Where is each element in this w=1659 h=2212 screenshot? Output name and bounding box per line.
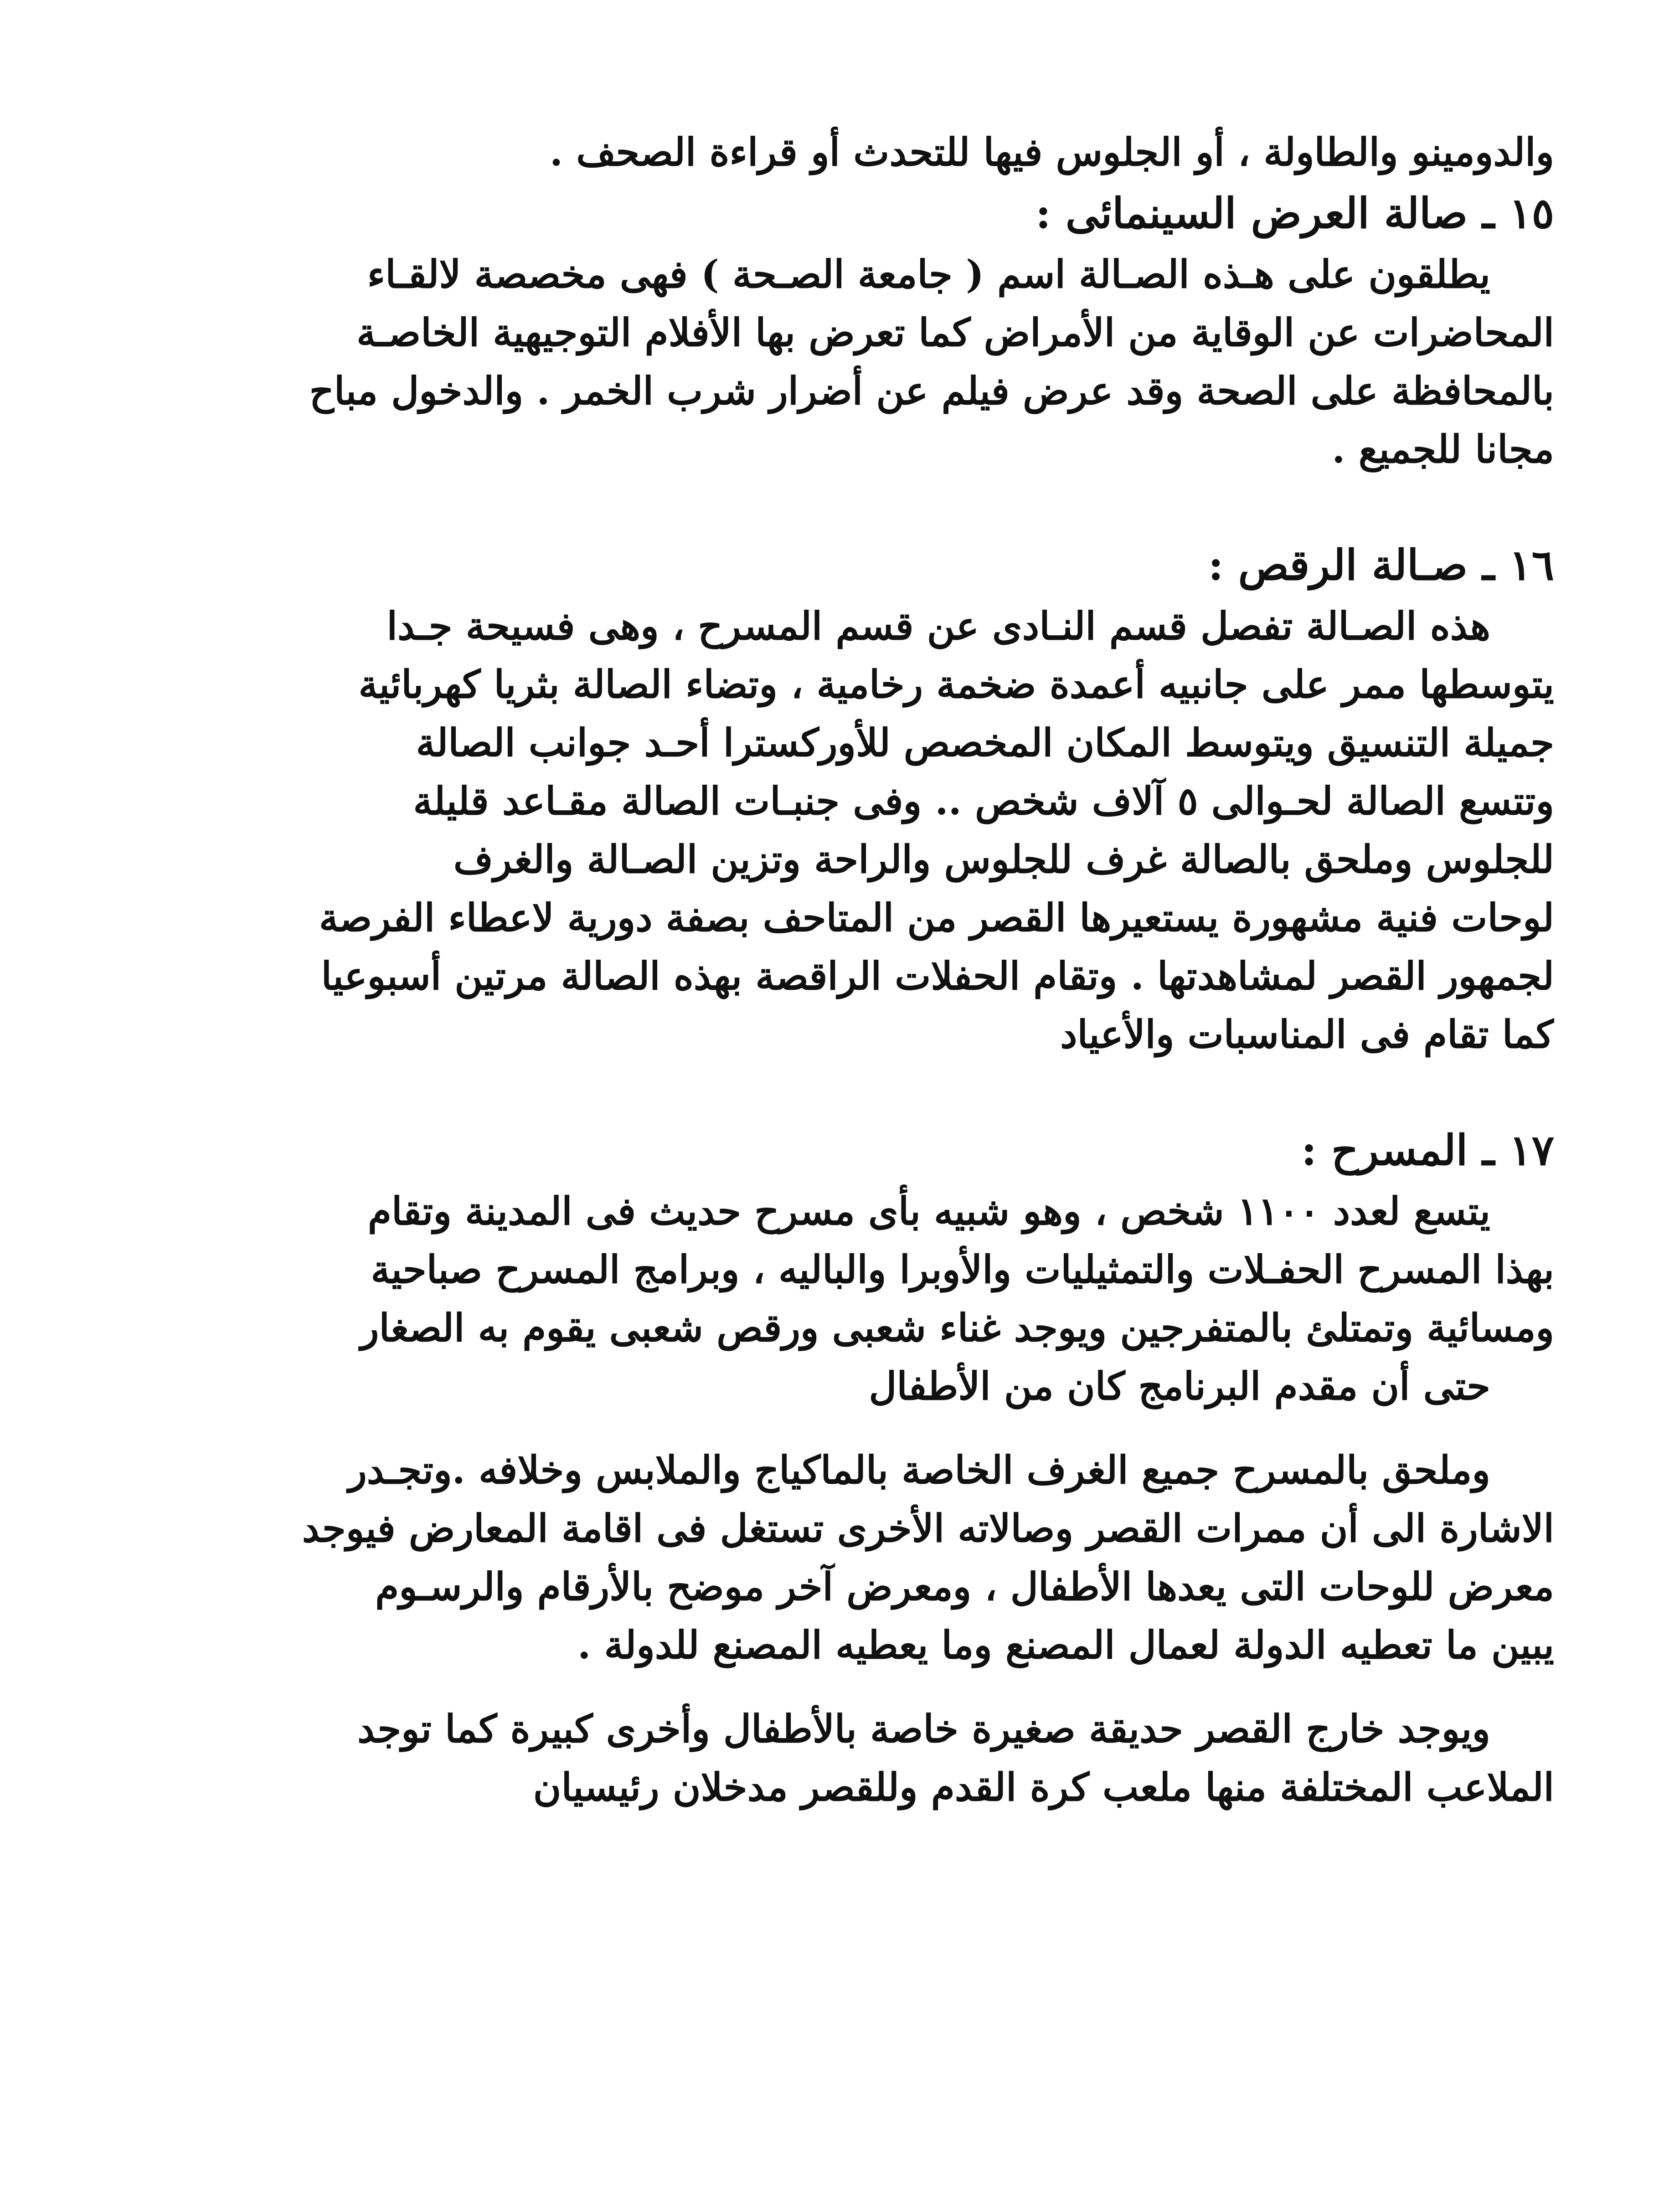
- section-17-line: بهذا المسرح الحفـلات والتمثيليات والأوبرا والباليه ، وبرامج المسرح صباحية: [371, 1247, 1554, 1292]
- spacer: [105, 1064, 1554, 1118]
- section-17-line: وملحق بالمسرح جميع الغرف الخاصة بالماكياج والملابس وخلافه .وتجـدر: [348, 1447, 1490, 1492]
- section-17-line: يبين ما تعطيه الدولة لعمال المصنع وما يعطيه المصنع للدولة .: [577, 1622, 1554, 1667]
- section-16-line: يتوسطها ممر على جانبيه أعمدة ضخمة رخامية ، وتضاء الصالة بثريا كهربائية: [358, 662, 1554, 707]
- section-16-line: هذه الصـالة تفصل قسم النـادى عن قسم المسرح ، وهى فسيحة جـدا: [386, 603, 1490, 648]
- page-text: [105, 123, 1554, 1816]
- spacer: [105, 478, 1554, 533]
- section-16-line: لجمهور القصر لمشاهدتها . وتقام الحفلات الراقصة بهذه الصالة مرتين أسبوعيا: [321, 953, 1554, 998]
- section-16-line: للجلوس وملحق بالصالة غرف للجلوس والراحة وتزين الصـالة والغرف: [453, 837, 1554, 882]
- section-17-line: ويوجد خارج القصر حديقة صغيرة خاصة بالأطفال وأخرى كبيرة كما توجد: [357, 1706, 1490, 1751]
- section-15-line: المحاضرات عن الوقاية من الأمراض كما تعرض بها الأفلام التوجيهية الخاصـة: [356, 310, 1554, 355]
- spacer: [105, 1415, 1554, 1441]
- section-17-line: الاشارة الى أن ممرات القصر وصالاته الأخرى تستغل فى اقامة المعارض فيوجد: [302, 1506, 1554, 1551]
- section-16-line: لوحات فنية مشهورة يستعيرها القصر من المتاحف بصفة دورية لاعطاء الفرصة: [319, 895, 1554, 940]
- section-16-line: جميلة التنسيق ويتوسط المكان المخصص للأوركسترا أحـد جوانب الصالة: [416, 720, 1554, 765]
- section-15-line: مجانا للجميع .: [1332, 427, 1554, 472]
- spacer: [105, 1674, 1554, 1700]
- section-17-heading: ١٧ ـ المسرح :: [1301, 1126, 1554, 1175]
- section-17-line: معرض للوحات التى يعدها الأطفال ، ومعرض آخر موضح بالأرقام والرسـوم: [375, 1564, 1554, 1609]
- intro-line: والدومينو والطاولة ، أو الجلوس فيها للتحدث أو قراءة الصحف .: [549, 129, 1554, 175]
- section-17-line: يتسع لعدد ١١٠٠ شخص ، وهو شبيه بأى مسرح حديث فى المدينة وتقام: [367, 1188, 1490, 1234]
- section-15-heading: ١٥ ـ صالة العرض السينمائى :: [1035, 189, 1554, 238]
- section-17-line: الملاعب المختلفة منها ملعب كرة القدم وللقصر مدخلان رئيسيان: [533, 1764, 1554, 1810]
- section-16-heading: ١٦ ـ صـالة الرقص :: [1208, 540, 1554, 590]
- section-15-line: بالمحافظة على الصحة وقد عرض فيلم عن أضرار شرب الخمر . والدخول مباح: [309, 368, 1554, 413]
- section-15-line: يطلقون على هـذه الصـالة اسم ( جامعة الصـحة ) فهى مخصصة لالقـاء: [367, 252, 1490, 297]
- section-17-line: ومسائية وتمتلئ بالمتفرجين ويوجد غناء شعبى ورقص شعبى يقوم به الصغار: [360, 1305, 1554, 1350]
- section-16-line: كما تقام فى المناسبات والأعياد: [1060, 1012, 1554, 1057]
- section-17-line: حتى أن مقدم البرنامج كان من الأطفال: [869, 1363, 1490, 1409]
- section-16-line: وتتسع الصالة لحـوالى ٥ آلاف شخص .. وفى جنبـات الصالة مقـاعد قليلة: [413, 778, 1554, 823]
